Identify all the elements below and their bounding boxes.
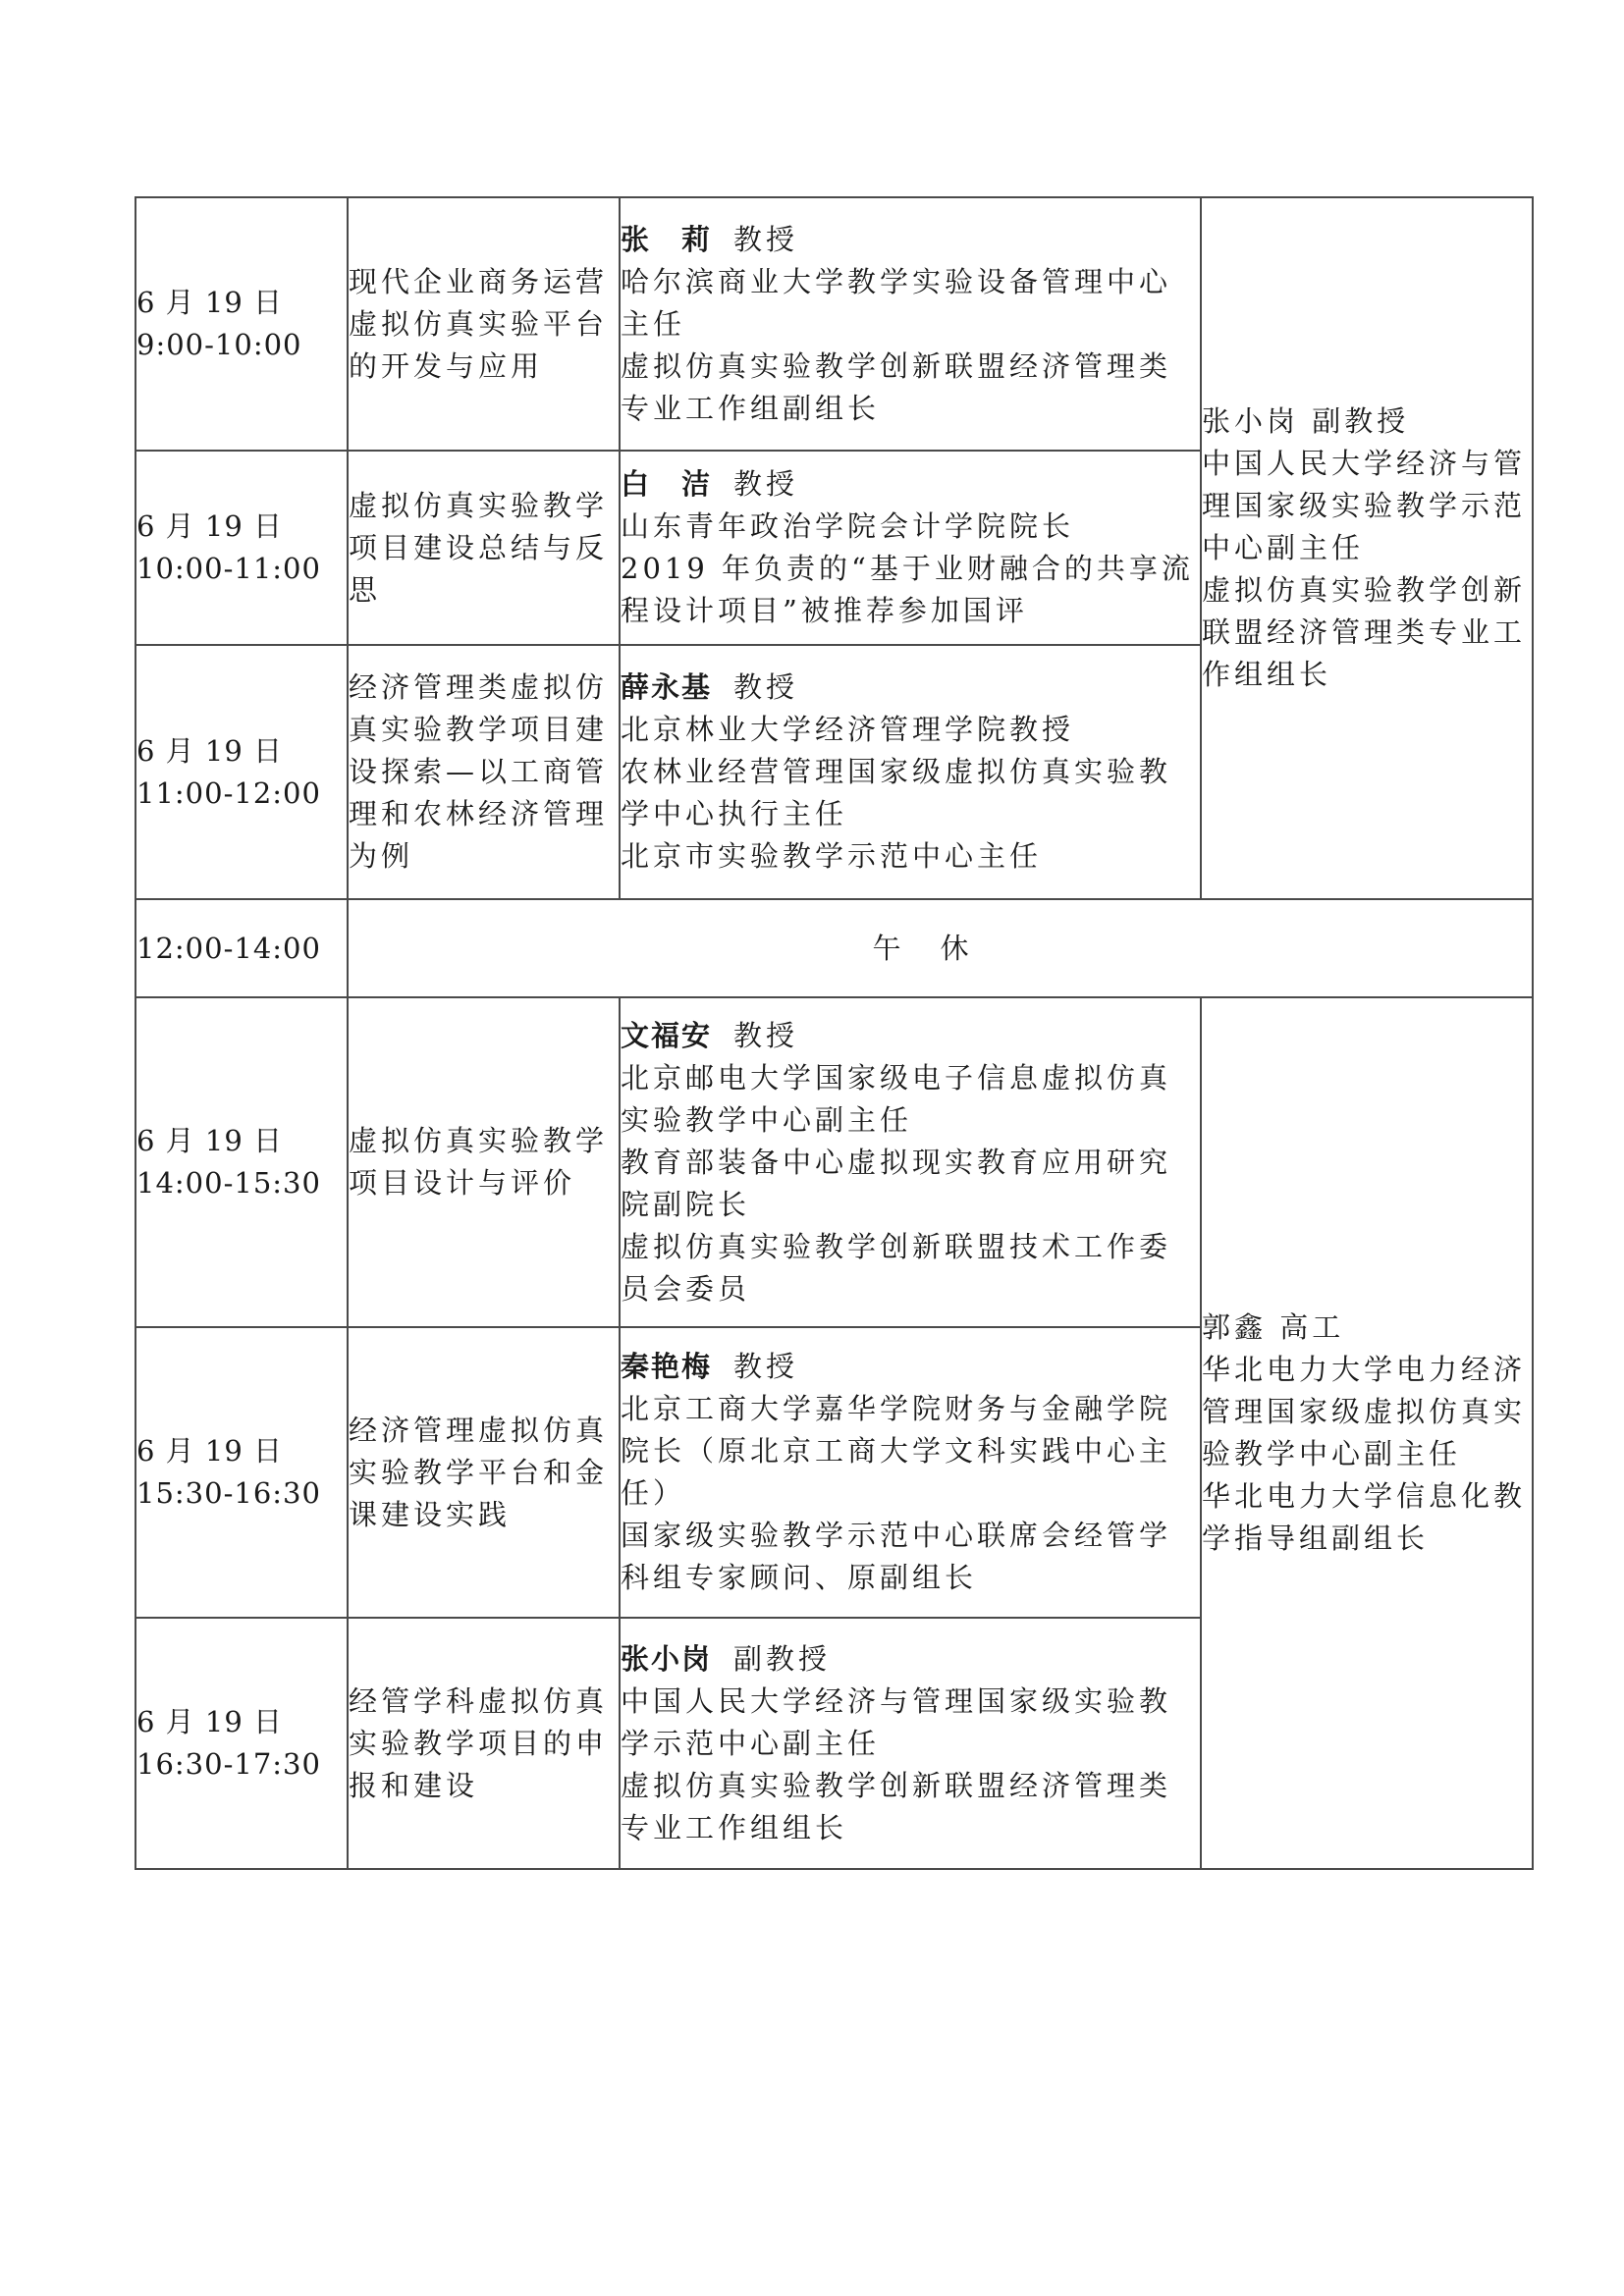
speaker-heading [621,219,1200,261]
speaker-cell [620,451,1201,645]
speaker-name: 秦艳梅 [621,1350,713,1383]
host-affiliation: 中国人民大学经济与管理国家级实验教学示范中心副主任 [1202,447,1527,564]
speaker-title: 副教授 [733,1641,832,1676]
session-date: 6 月 19 日 [136,1705,284,1738]
speaker-heading [621,1638,1200,1681]
host-heading [1202,400,1532,443]
session-time: 16:30-17:30 [136,1747,321,1781]
speaker-title: 教授 [733,467,799,501]
speaker-affiliation: 哈尔滨商业大学教学实验设备管理中心主任 [621,264,1172,341]
speaker-affiliation: 中国人民大学经济与管理国家级实验教学示范中心副主任 [621,1683,1172,1760]
time-cell [135,197,348,451]
speaker-cell [620,1327,1201,1618]
speaker-cell [620,645,1201,899]
break-label: 午休 [348,899,1533,997]
speaker-affiliation: 虚拟仿真实验教学创新联盟经济管理类专业工作组组长 [621,1768,1172,1844]
speaker-name: 白 洁 [621,467,713,501]
speaker-affiliation: 北京林业大学经济管理学院教授 [621,713,1075,746]
speaker-affiliation: 农林业经营管理国家级虚拟仿真实验教学中心执行主任 [621,755,1172,830]
speaker-name: 文福安 [621,1018,713,1052]
time-cell [135,451,348,645]
break-row [135,899,1533,997]
speaker-title: 教授 [733,1350,799,1383]
speaker-cell [620,997,1201,1327]
speaker-heading [621,1015,1200,1057]
session-time: 10:00-11:00 [136,552,321,585]
session-time: 15:30-16:30 [136,1476,321,1510]
topic-cell: 经管学科虚拟仿真实验教学项目的申报和建设 [348,1618,620,1869]
speaker-name: 张小岗 [621,1641,713,1676]
host-title: 高工 [1279,1310,1345,1344]
host-name: 张小岗 [1202,404,1300,438]
session-time: 14:00-15:30 [136,1166,321,1200]
speaker-heading [621,463,1200,506]
session-time: 9:00-10:00 [136,328,302,361]
topic-cell: 经济管理类虚拟仿真实验教学项目建设探索—以工商管理和农林经济管理为例 [348,645,620,899]
speaker-affiliation: 2019 年负责的“基于业财融合的共享流程设计项目”被推荐参加国评 [621,552,1194,627]
speaker-cell [620,197,1201,451]
speaker-affiliation: 虚拟仿真实验教学创新联盟经济管理类专业工作组副组长 [621,348,1172,425]
speaker-cell [620,1618,1201,1869]
speaker-affiliation: 山东青年政治学院会计学院院长 [621,509,1075,543]
session-date: 6 月 19 日 [136,1124,284,1157]
speaker-title: 教授 [733,222,799,256]
speaker-affiliation: 国家级实验教学示范中心联席会经管学科组专家顾问、原副组长 [621,1519,1172,1594]
session-date: 6 月 19 日 [136,286,284,319]
time-cell [135,997,348,1327]
host-name: 郭鑫 [1202,1310,1268,1344]
speaker-name: 薛永基 [621,670,713,704]
host-affiliation: 华北电力大学电力经济管理国家级虚拟仿真实验教学中心副主任 [1202,1353,1527,1470]
session-date: 6 月 19 日 [136,733,284,768]
time-cell [135,645,348,899]
speaker-affiliation: 北京市实验教学示范中心主任 [621,839,1043,873]
topic-cell: 虚拟仿真实验教学项目建设总结与反思 [348,451,620,645]
speaker-affiliation: 北京工商大学嘉华学院财务与金融学院院长（原北京工商大学文科实践中心主任） [621,1392,1172,1510]
speaker-affiliation: 北京邮电大学国家级电子信息虚拟仿真实验教学中心副主任 [621,1060,1172,1137]
break-time: 12:00-14:00 [135,899,348,997]
speaker-heading [621,667,1200,709]
speaker-affiliation: 虚拟仿真实验教学创新联盟技术工作委员会委员 [621,1229,1172,1306]
speaker-title: 教授 [733,1018,799,1052]
speaker-name: 张 莉 [621,222,713,256]
host-title: 副教授 [1312,404,1410,438]
schedule-table [135,196,1534,1870]
speaker-affiliation: 教育部装备中心虚拟现实教育应用研究院副院长 [621,1145,1172,1221]
table-row [135,997,1533,1327]
session-time: 11:00-12:00 [136,775,321,810]
time-cell [135,1618,348,1869]
host-cell [1201,197,1533,899]
time-cell [135,1327,348,1618]
host-affiliation: 华北电力大学信息化教学指导组副组长 [1202,1479,1527,1555]
topic-cell: 现代企业商务运营虚拟仿真实验平台的开发与应用 [348,197,620,451]
speaker-title: 教授 [733,670,799,704]
session-date: 6 月 19 日 [136,509,284,543]
topic-cell: 虚拟仿真实验教学项目设计与评价 [348,997,620,1327]
session-date: 6 月 19 日 [136,1434,284,1468]
topic-cell: 经济管理虚拟仿真实验教学平台和金课建设实践 [348,1327,620,1618]
host-cell [1201,997,1533,1869]
host-affiliation: 虚拟仿真实验教学创新联盟经济管理类专业工作组组长 [1202,573,1527,691]
speaker-heading [621,1346,1200,1388]
host-heading [1202,1307,1532,1349]
table-row [135,197,1533,451]
